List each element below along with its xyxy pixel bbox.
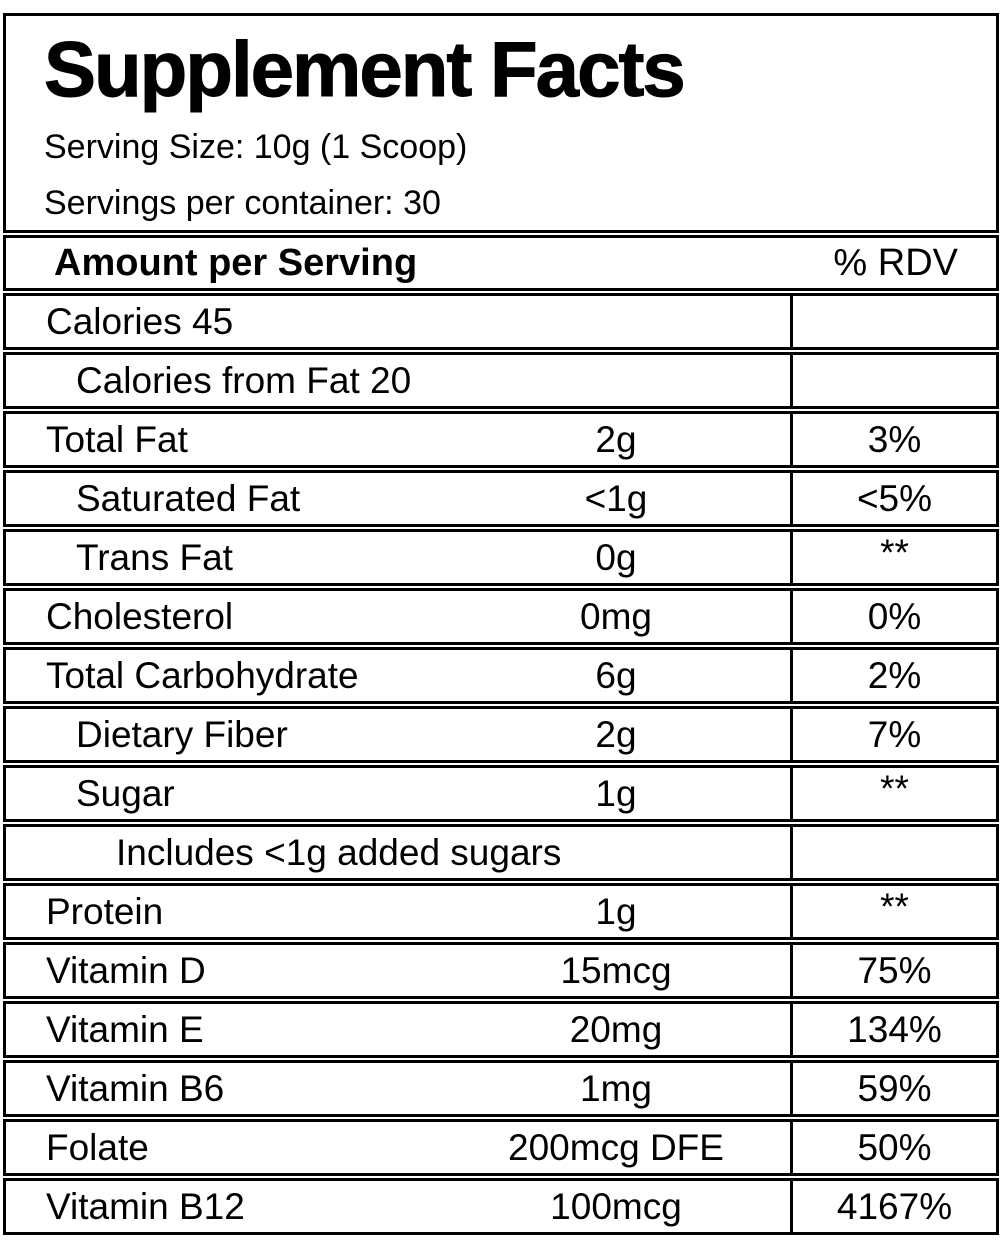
nutrient-rdv-value: 59% — [790, 1063, 996, 1114]
table-row — [3, 1119, 999, 1176]
nutrient-cell — [6, 296, 790, 347]
serving-size-text: Serving Size: 10g (1 Scoop) — [44, 128, 468, 166]
nutrient-amount: 20mg — [569, 1008, 663, 1050]
nutrient-name: Vitamin B12 — [46, 1185, 245, 1227]
nutrient-amount: 100mcg — [550, 1185, 682, 1227]
table-column-header-row — [3, 235, 999, 291]
nutrient-name: Vitamin E — [46, 1008, 204, 1050]
nutrient-name: Total Fat — [46, 418, 188, 460]
table-row — [3, 352, 999, 409]
nutrient-cell — [6, 768, 790, 819]
nutrient-name: Protein — [46, 890, 164, 932]
nutrient-amount: 200mcg DFE — [508, 1126, 724, 1168]
label-title: Supplement Facts — [44, 25, 684, 113]
table-row — [3, 588, 999, 645]
nutrient-rdv-value: 134% — [790, 1004, 996, 1055]
nutrient-name: Trans Fat — [76, 536, 233, 578]
supplement-facts-label — [3, 13, 999, 1235]
table-row — [3, 824, 999, 881]
nutrient-name: Sugar — [76, 772, 175, 814]
nutrient-rdv-value — [790, 827, 996, 878]
table-row — [3, 1060, 999, 1117]
nutrient-name: Includes <1g added sugars — [116, 831, 562, 873]
rdv-column-header: % RDV — [833, 241, 958, 284]
table-row — [3, 883, 999, 940]
nutrient-amount: 2g — [595, 418, 637, 460]
nutrient-rdv-value: 3% — [790, 414, 996, 465]
nutrient-amount: 2g — [595, 713, 637, 755]
nutrient-cell — [6, 650, 790, 701]
nutrient-rdv-value: 4167% — [790, 1181, 996, 1232]
nutrient-amount: 1mg — [580, 1067, 652, 1109]
nutrient-rdv-value: 7% — [790, 709, 996, 760]
nutrient-name: Total Carbohydrate — [46, 654, 359, 696]
nutrient-cell — [6, 827, 790, 878]
nutrient-name: Vitamin B6 — [46, 1067, 225, 1109]
table-row — [3, 647, 999, 704]
nutrient-name: Calories 45 — [46, 300, 234, 342]
nutrient-name: Cholesterol — [46, 595, 234, 637]
nutrient-name: Dietary Fiber — [76, 713, 288, 755]
amount-per-serving-header: Amount per Serving — [54, 241, 418, 284]
nutrient-amount: 1g — [595, 772, 637, 814]
nutrient-rdv-value: ** — [790, 768, 996, 819]
nutrient-rdv-value: ** — [790, 532, 996, 583]
nutrient-name: Folate — [46, 1126, 149, 1168]
nutrient-name: Vitamin D — [46, 949, 206, 991]
nutrient-name: Calories from Fat 20 — [76, 359, 412, 401]
nutrient-cell — [6, 886, 790, 937]
nutrient-cell — [6, 355, 790, 406]
nutrient-rdv-value: ** — [790, 886, 996, 937]
table-row — [3, 293, 999, 350]
nutrient-cell — [6, 1004, 790, 1055]
nutrient-cell — [6, 473, 790, 524]
nutrient-rdv-value — [790, 296, 996, 347]
nutrient-name: Saturated Fat — [76, 477, 301, 519]
nutrient-rdv-value — [790, 355, 996, 406]
nutrient-cell — [6, 591, 790, 642]
table-row — [3, 706, 999, 763]
nutrient-cell — [6, 414, 790, 465]
nutrient-amount: <1g — [584, 477, 648, 519]
table-row — [3, 1001, 999, 1058]
nutrient-amount: 0mg — [580, 595, 652, 637]
nutrient-cell — [6, 532, 790, 583]
nutrient-cell — [6, 1063, 790, 1114]
nutrient-cell — [6, 1181, 790, 1232]
table-row — [3, 942, 999, 999]
table-row — [3, 529, 999, 586]
table-row — [3, 470, 999, 527]
table-row — [3, 1178, 999, 1235]
table-row — [3, 765, 999, 822]
nutrient-amount: 1g — [595, 890, 637, 932]
nutrient-rdv-value: 50% — [790, 1122, 996, 1173]
nutrient-rdv-value: 0% — [790, 591, 996, 642]
nutrient-rdv-value: <5% — [790, 473, 996, 524]
nutrient-amount: 0g — [595, 536, 637, 578]
nutrient-cell — [6, 1122, 790, 1173]
nutrient-cell — [6, 709, 790, 760]
table-row — [3, 411, 999, 468]
servings-per-container-text: Servings per container: 30 — [44, 184, 441, 222]
nutrient-rdv-value: 2% — [790, 650, 996, 701]
nutrient-cell — [6, 945, 790, 996]
nutrient-amount: 6g — [595, 654, 637, 696]
label-header — [3, 13, 999, 233]
nutrient-amount: 15mcg — [560, 949, 672, 991]
nutrient-rdv-value: 75% — [790, 945, 996, 996]
